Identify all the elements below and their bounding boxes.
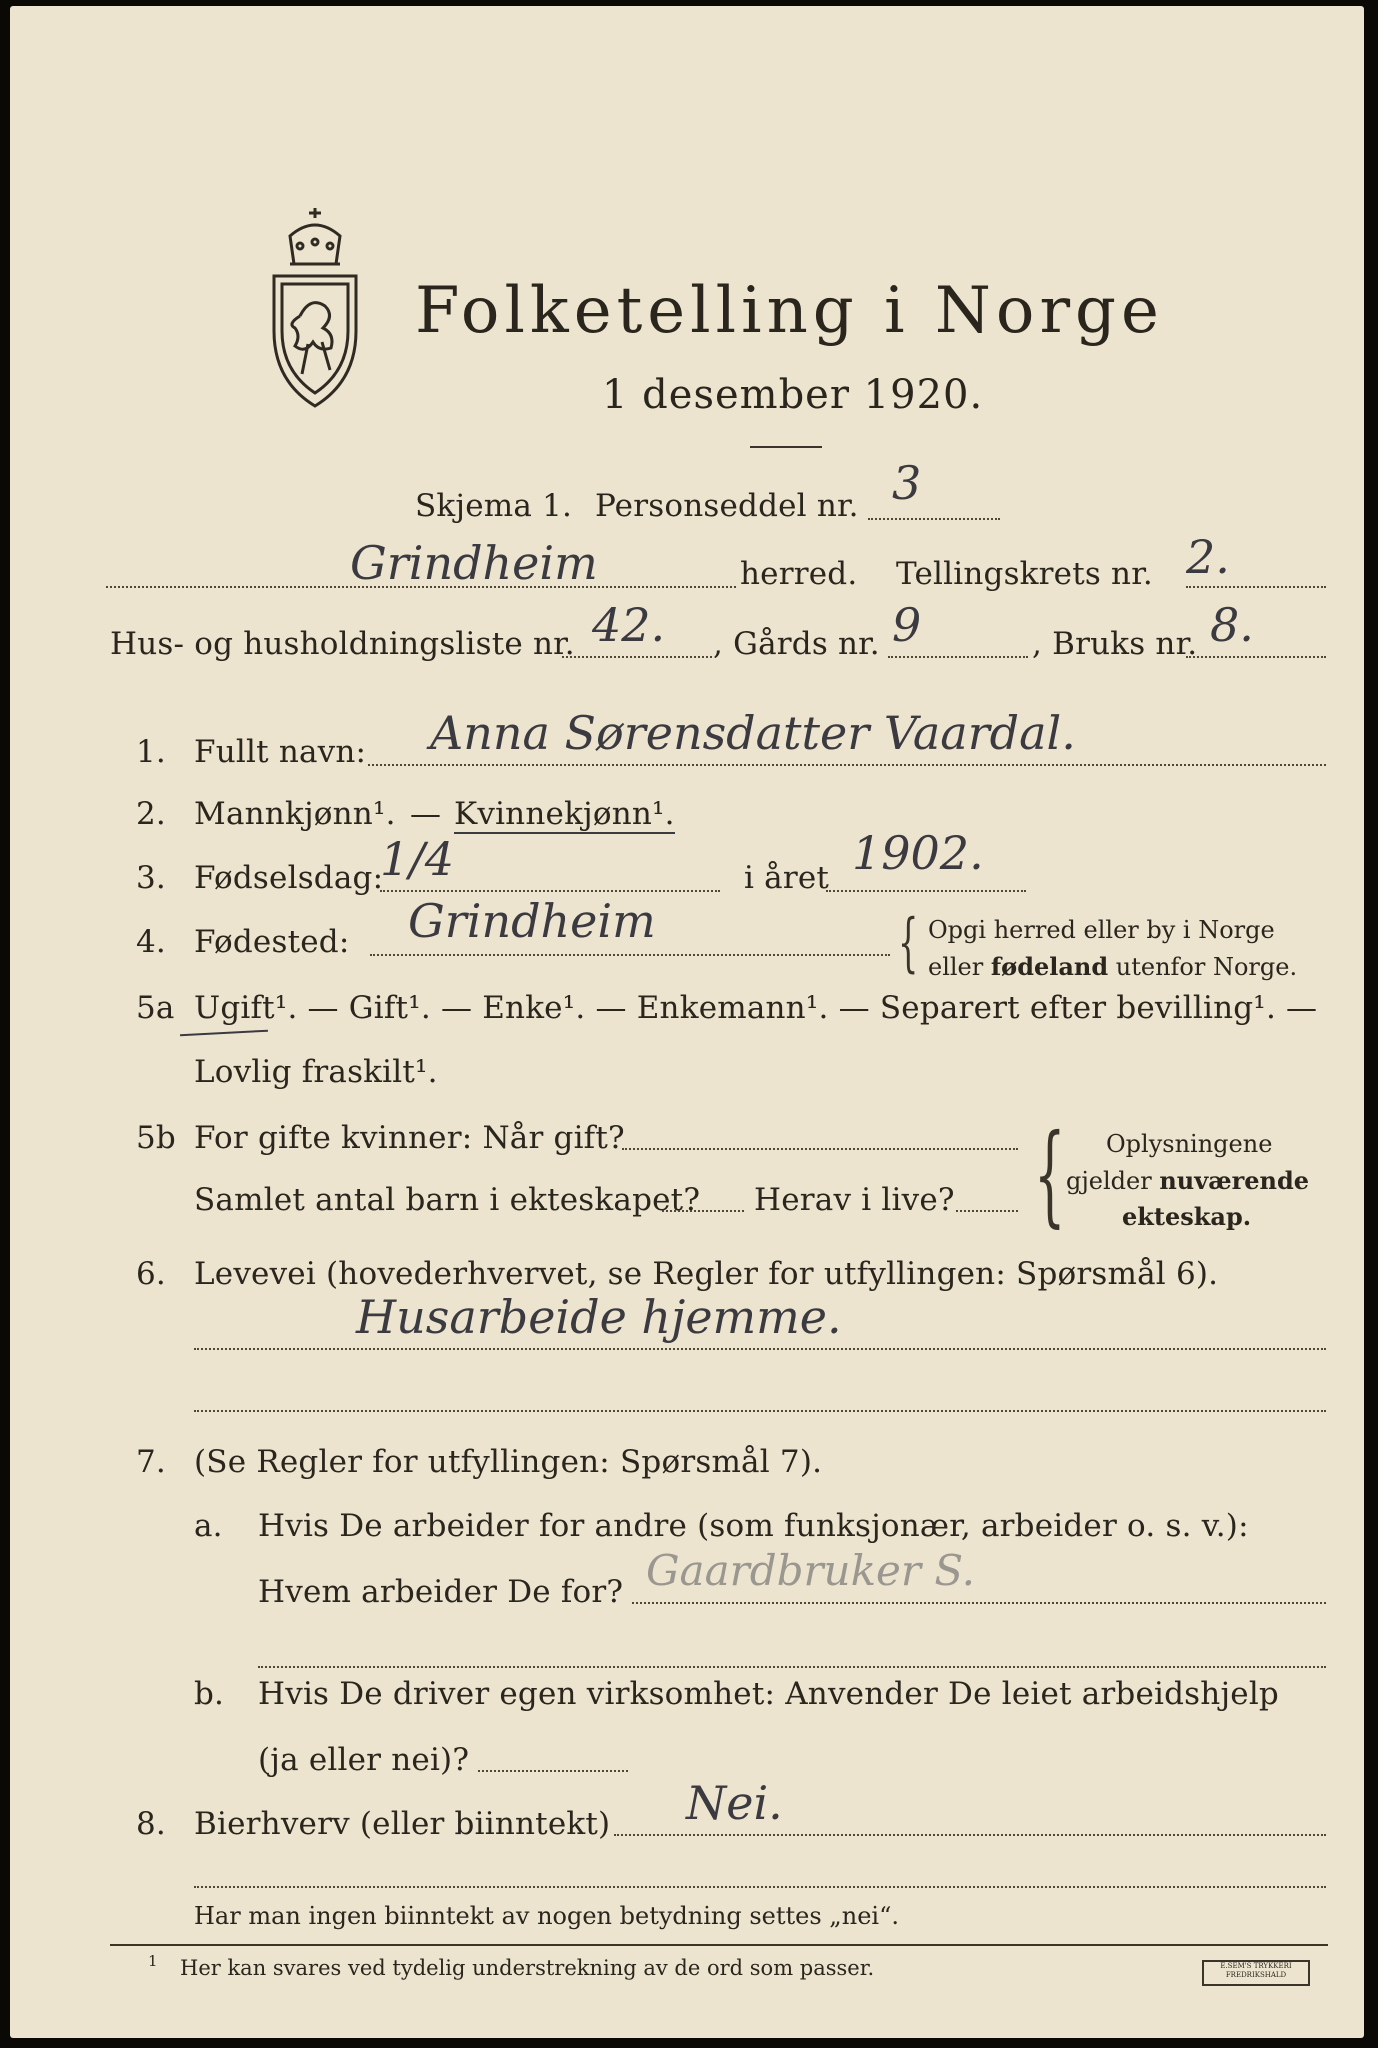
q7a-line2: Hvem arbeider De for? <box>258 1574 624 1610</box>
q7b-line1: Hvis De driver egen virksomhet: Anvender De leiet arbeidshjelp <box>258 1676 1279 1712</box>
personseddel-label: Personseddel nr. <box>595 488 859 524</box>
q5b-line1: For gifte kvinner: Når gift? <box>194 1120 625 1156</box>
bruks-label: , Bruks nr. <box>1032 626 1198 662</box>
q5b-children-label: Samlet antal barn i ekteskapet? <box>194 1182 701 1218</box>
q1-number: 1. <box>136 734 166 770</box>
printer-stamp: E.SEM'S TRYKKERI FREDRIKSHALD <box>1202 1960 1310 1986</box>
q2-number: 2. <box>136 796 166 832</box>
husliste-label: Hus- og husholdningsliste nr. <box>110 626 575 662</box>
q4-note-line1: Opgi herred eller by i Norge <box>928 916 1275 944</box>
herred-label: herred. <box>740 556 858 592</box>
personseddel-value[interactable]: 3 <box>892 456 922 510</box>
side-income-value[interactable]: Nei. <box>686 1776 783 1830</box>
tellingskrets-value[interactable]: 2. <box>1186 530 1230 584</box>
q6-label: Levevei (hovederhvervet, se Regler for utfyllingen: Spørsmål 6). <box>194 1256 1219 1292</box>
q7b-line2: (ja eller nei)? <box>258 1742 470 1778</box>
q4-brace: { <box>898 906 919 980</box>
schema-label: Skjema 1. <box>415 488 573 524</box>
ugift-underline <box>180 1030 268 1037</box>
form-title: Folketelling i Norge <box>415 274 1164 348</box>
q8-label: Bierhverv (eller biinntekt) <box>194 1806 611 1842</box>
footnote-text: Her kan svares ved tydelig understrekning av de ord som passer. <box>180 1956 875 1980</box>
q3-number: 3. <box>136 860 166 896</box>
gards-value[interactable]: 9 <box>892 598 922 652</box>
gards-label: , Gårds nr. <box>713 626 880 662</box>
husliste-value[interactable]: 42. <box>592 598 666 652</box>
sex-female-option[interactable]: Kvinnekjønn¹. <box>454 796 675 832</box>
q7a-letter: a. <box>194 1508 223 1544</box>
q6-number: 6. <box>136 1256 166 1292</box>
bruks-value[interactable]: 8. <box>1210 598 1254 652</box>
q7a-line1: Hvis De arbeider for andre (som funksjonær, arbeider o. s. v.): <box>258 1508 1249 1544</box>
census-date: 1 desember 1920. <box>602 372 984 418</box>
sex-separator: — <box>410 796 442 832</box>
birthdate-value[interactable]: 1/4 <box>380 832 455 886</box>
herred-value[interactable]: Grindheim <box>350 536 598 590</box>
q1-label: Fullt navn: <box>194 734 367 770</box>
q5b-note-line1: Oplysningene <box>1106 1130 1273 1158</box>
birthplace-value[interactable]: Grindheim <box>408 894 656 948</box>
q7b-letter: b. <box>194 1676 225 1712</box>
birthyear-value[interactable]: 1902. <box>852 826 984 880</box>
q7-number: 7. <box>136 1444 166 1480</box>
employer-value[interactable]: Gaardbruker S. <box>646 1546 975 1595</box>
footer-note: Har man ingen biinntekt av nogen betydning settes „nei“. <box>194 1902 899 1930</box>
marital-status-divorced[interactable]: Lovlig fraskilt¹. <box>194 1054 438 1090</box>
footer-divider <box>110 1944 1328 1946</box>
full-name-value[interactable]: Anna Sørensdatter Vaardal. <box>430 706 1076 760</box>
q4-note-line2: eller fødeland utenfor Norge. <box>928 952 1298 981</box>
q5a-number: 5a <box>136 990 175 1026</box>
q4-number: 4. <box>136 924 166 960</box>
q5b-note-line3: ekteskap. <box>1122 1202 1252 1231</box>
sex-male-option[interactable]: Mannkjønn¹. <box>194 796 396 832</box>
coat-of-arms-icon <box>260 206 370 411</box>
birthyear-label: i året <box>744 860 830 896</box>
title-divider <box>750 446 822 448</box>
marital-status-options[interactable]: Ugift¹. — Gift¹. — Enke¹. — Enkemann¹. — Separert efter bevilling¹. — <box>194 990 1318 1026</box>
q5b-number: 5b <box>136 1120 176 1156</box>
footnote-number: 1 <box>148 1952 158 1970</box>
q4-label: Fødested: <box>194 924 350 960</box>
census-form <box>10 6 1364 2038</box>
q5b-alive-label: Herav i live? <box>754 1182 955 1218</box>
q5b-note-line2: gjelder nuværende <box>1066 1166 1310 1195</box>
q5b-brace: { <box>1034 1110 1066 1238</box>
q3-label: Fødselsdag: <box>194 860 384 896</box>
q8-number: 8. <box>136 1806 166 1842</box>
occupation-value[interactable]: Husarbeide hjemme. <box>356 1290 842 1344</box>
tellingskrets-label: Tellingskrets nr. <box>896 556 1153 592</box>
q7-label: (Se Regler for utfyllingen: Spørsmål 7). <box>194 1444 823 1480</box>
